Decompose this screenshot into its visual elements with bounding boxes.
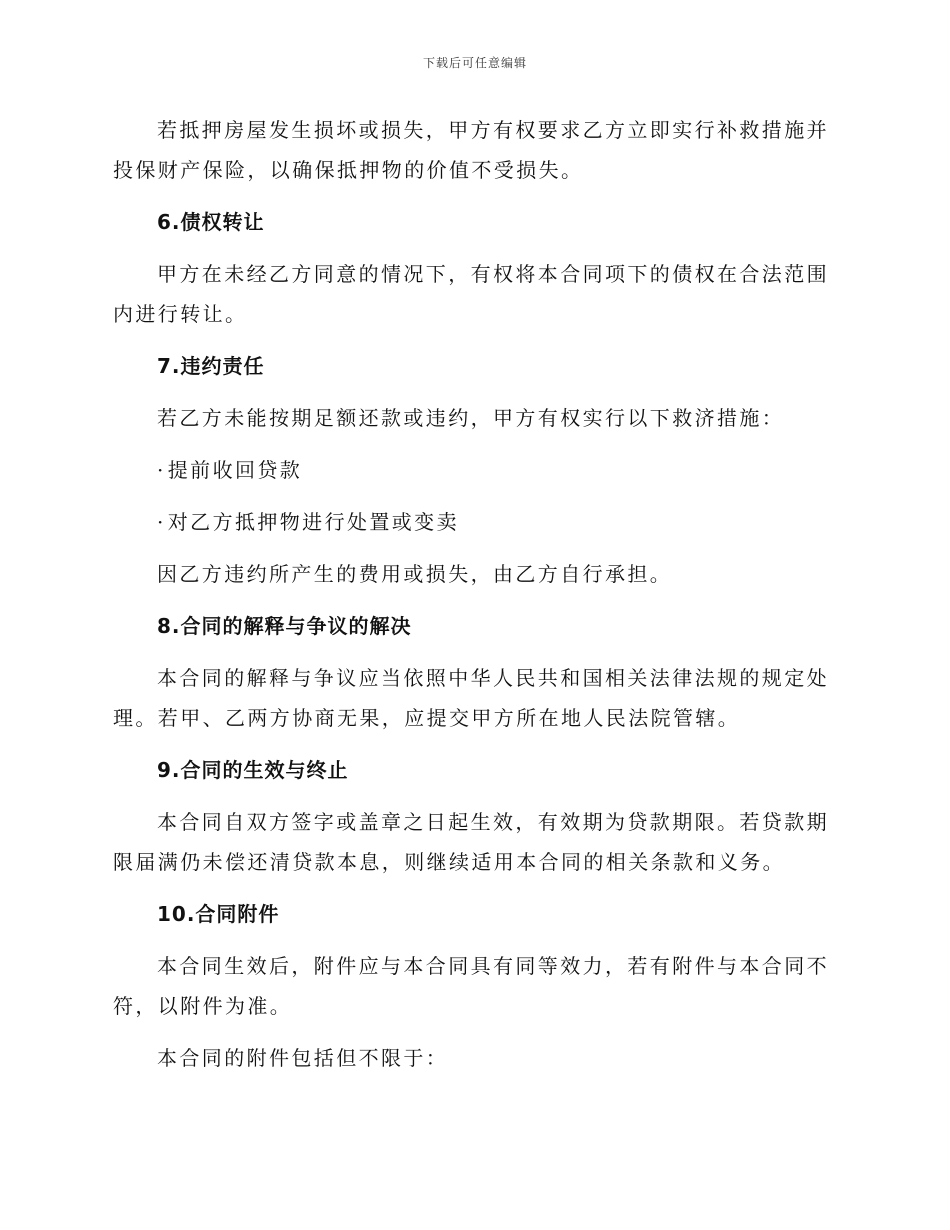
- section-8-title: 8.合同的解释与争议的解决: [157, 614, 412, 638]
- section-10-paragraph-2: 本合同的附件包括但不限于：: [157, 1046, 449, 1070]
- bullet-mark: ·: [157, 510, 166, 534]
- list-item: [113, 450, 829, 490]
- section-6-paragraph: 甲方在未经乙方同意的情况下，有权将本合同项下的债权在合法范围内进行转让。: [113, 262, 829, 326]
- list-item-text: 提前收回贷款: [167, 458, 303, 482]
- section-7-paragraph-2: 因乙方违约所产生的费用或损失，由乙方自行承担。: [157, 562, 673, 586]
- section-9-title: 9.合同的生效与终止: [157, 758, 349, 782]
- section-7-paragraph-1: 若乙方未能按期足额还款或违约，甲方有权实行以下救济措施：: [157, 406, 785, 430]
- section-9-paragraph: 本合同自双方签字或盖章之日起生效，有效期为贷款期限。若贷款期限届满仍未偿还清贷款本息，则继续适用本合同的相关条款和义务。: [113, 810, 829, 874]
- page-header-note: 下载后可任意编辑: [422, 56, 527, 70]
- list-item: [113, 502, 829, 542]
- section-10-title: 10.合同附件: [157, 902, 280, 926]
- section-8-paragraph: 本合同的解释与争议应当依照中华人民共和国相关法律法规的规定处理。若甲、乙两方协商无果，应提交甲方所在地人民法院管辖。: [113, 666, 829, 730]
- section-7-title: 7.违约责任: [157, 354, 265, 378]
- list-item-text: 对乙方抵押物进行处置或变卖: [167, 510, 459, 534]
- section-6-title: 6.债权转让: [157, 210, 265, 234]
- document-body: [113, 110, 829, 1090]
- paragraph-damage-remedy: 若抵押房屋发生损坏或损失，甲方有权要求乙方立即实行补救措施并投保财产保险，以确保抵押物的价值不受损失。: [113, 118, 829, 182]
- section-10-paragraph-1: 本合同生效后，附件应与本合同具有同等效力，若有附件与本合同不符，以附件为准。: [113, 954, 829, 1018]
- bullet-mark: ·: [157, 458, 166, 482]
